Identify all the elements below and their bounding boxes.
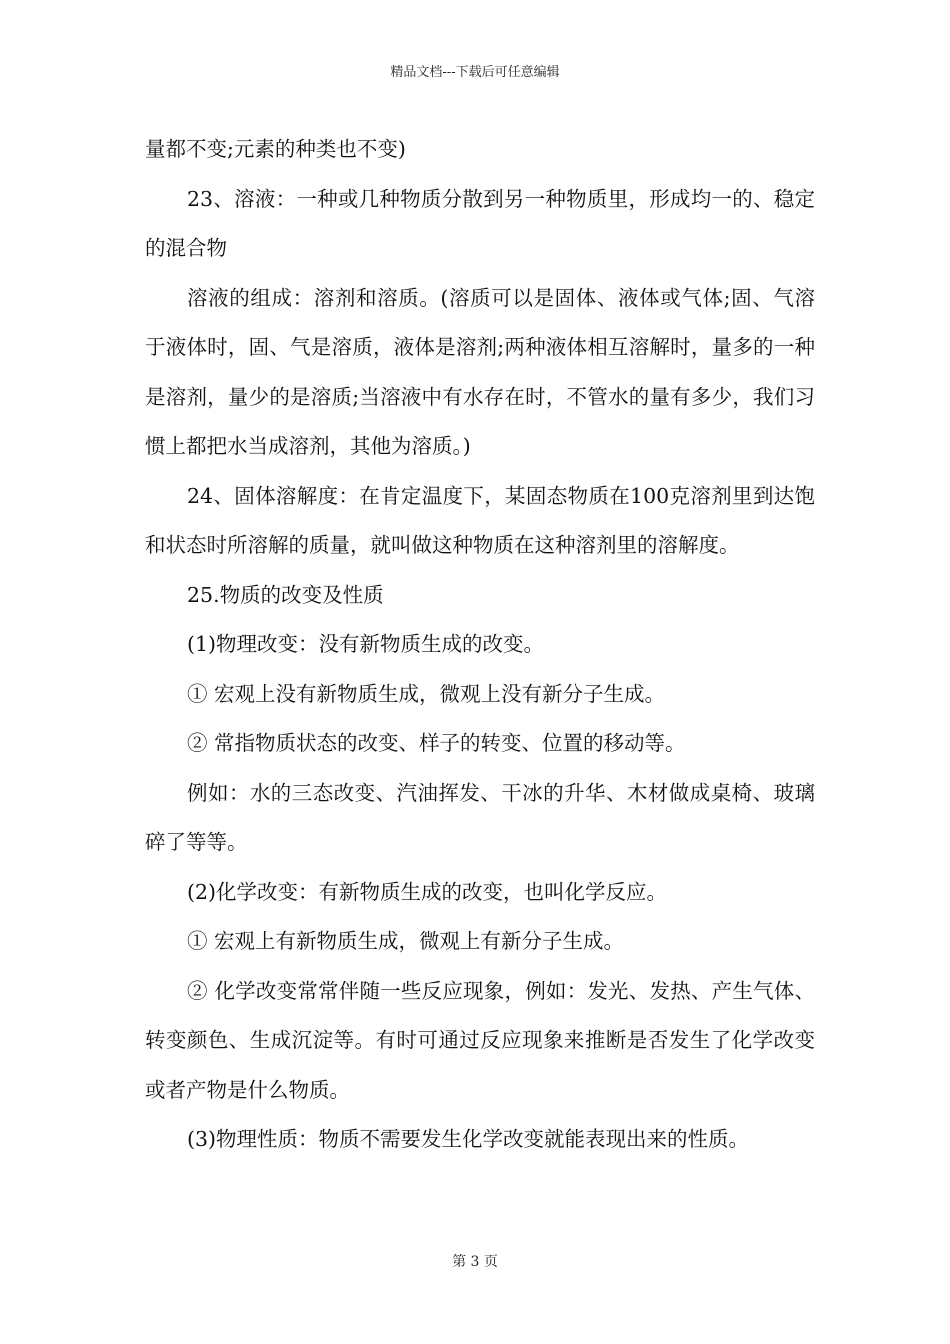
- physical-change-examples: 例如：水的三态改变、汽油挥发、干冰的升华、木材做成桌椅、玻璃碎了等等。: [145, 780, 815, 854]
- chemical-change-point-2: ② 化学改变常常伴随一些反应现象，例如：发光、发热、产生气体、转变颜色、生成沉淀等。有时可通过反应现象来推断是否发生了化学改变或者产物是什么物质。: [145, 978, 815, 1102]
- section-heading-25: 25.物质的改变及性质: [187, 582, 384, 607]
- page-number: 第 3 页: [452, 1254, 498, 1270]
- chemical-change-definition: (2)化学改变：有新物质生成的改变，也叫化学反应。: [187, 879, 668, 904]
- paragraph-4: 24、固体溶解度：在肯定温度下，某固态物质在100克溶剂里到达饱和状态时所溶解的质量，就叫做这种物质在这种溶剂里的溶解度。: [145, 483, 815, 557]
- physical-property-definition: (3)物理性质：物质不需要发生化学改变就能表现出来的性质。: [187, 1127, 750, 1151]
- page-header: 精品文档---下载后可任意编辑: [390, 65, 560, 80]
- chemical-change-point-1: ① 宏观上有新物质生成，微观上有新分子生成。: [187, 929, 625, 953]
- paragraph-1: 量都不变;元素的种类也不变): [145, 137, 406, 161]
- physical-change-point-1: ① 宏观上没有新物质生成，微观上没有新分子生成。: [187, 681, 666, 706]
- physical-change-point-2: ② 常指物质状态的改变、样子的转变、位置的移动等。: [187, 731, 686, 755]
- document-body: [145, 125, 815, 1165]
- paragraph-2: 23、溶液：一种或几种物质分散到另一种物质里，形成均一的、稳定的混合物: [145, 186, 815, 260]
- paragraph-3: 溶液的组成：溶剂和溶质。(溶质可以是固体、液体或气体;固、气溶于液体时，固、气是溶质，液体是溶剂;两种液体相互溶解时，量多的一种是溶剂，量少的是溶质;当溶液中有水存在时，不管水的量有多少，我们习惯上都把水当成溶剂，其他为溶质。): [145, 285, 815, 458]
- physical-change-definition: (1)物理改变：没有新物质生成的改变。: [187, 632, 545, 656]
